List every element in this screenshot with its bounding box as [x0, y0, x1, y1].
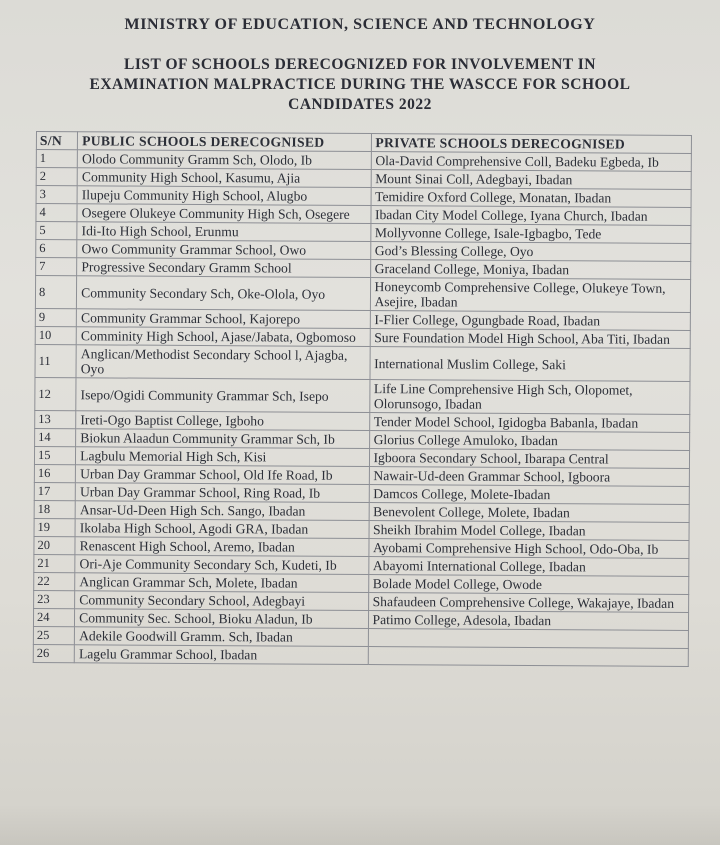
row-serial-number: 20 [34, 536, 75, 554]
row-serial-number: 5 [36, 222, 77, 240]
derecognized-schools-table [33, 131, 692, 667]
private-school-cell: Shafaudeen Comprehensive College, Wakajaye, Ibadan [368, 593, 689, 613]
table-row [35, 344, 690, 381]
private-school-cell: Life Line Comprehensive High Sch, Olopomet, Olorunsogo, Ibadan [369, 380, 690, 415]
row-serial-number: 24 [33, 608, 74, 626]
row-serial-number: 22 [34, 572, 75, 590]
private-school-cell: Ayobami Comprehensive High School, Odo-Oba, Ib [368, 539, 689, 559]
public-school-cell: Lagelu Grammar School, Ibadan [74, 645, 367, 665]
public-school-cell: Progressive Secondary Gramm School [77, 258, 370, 278]
row-serial-number: 16 [34, 464, 75, 482]
row-serial-number: 3 [36, 186, 77, 204]
private-school-cell: Igboora Secondary School, Ibarapa Central [369, 449, 690, 469]
column-header-private: PRIVATE SCHOOLS DERECOGNISED [371, 134, 692, 154]
ministry-heading: MINISTRY OF EDUCATION, SCIENCE AND TECHNOLOGY [124, 16, 596, 33]
document-title [40, 55, 680, 115]
private-school-cell: Patimo College, Adesola, Ibadan [368, 611, 689, 631]
row-serial-number: 14 [35, 428, 76, 446]
public-school-cell: Anglican/Methodist Secondary School l, Ajagba, Oyo [76, 345, 370, 380]
row-serial-number: 18 [34, 500, 75, 518]
table-row [35, 377, 690, 414]
public-school-cell: Owo Community Grammar School, Owo [77, 240, 370, 260]
row-serial-number: 6 [36, 240, 77, 258]
public-school-cell: Urban Day Grammar School, Old Ife Road, Ib [76, 465, 369, 485]
public-school-cell: Renascent High School, Aremo, Ibadan [75, 537, 368, 557]
public-school-cell: Community Secondary Sch, Oke-Olola, Oyo [77, 276, 371, 311]
private-school-cell: Bolade Model College, Owode [368, 575, 689, 595]
row-serial-number: 25 [33, 626, 74, 644]
title-line-2: EXAMINATION MALPRACTICE DURING THE WASCCE FOR SCHOOL [89, 76, 631, 93]
public-school-cell: Community Secondary School, Adegbayi [75, 591, 368, 611]
column-header-public: PUBLIC SCHOOLS DERECOGNISED [78, 132, 371, 152]
public-school-cell: Ilupeju Community High School, Alugbo [77, 186, 370, 206]
private-school-cell: Ibadan City Model College, Iyana Church, Ibadan [370, 206, 691, 226]
row-serial-number: 7 [36, 258, 77, 276]
private-school-cell [368, 629, 689, 649]
table-row [33, 644, 688, 666]
private-school-cell: Temidire Oxford College, Monatan, Ibadan [371, 188, 692, 208]
private-school-cell: Mollyvonne College, Isale-Igbagbo, Tede [370, 224, 691, 244]
row-serial-number: 12 [35, 377, 76, 410]
public-school-cell: Idi-Ito High School, Erunmu [77, 222, 370, 242]
page-shadow [0, 805, 720, 845]
private-school-cell: God’s Blessing College, Oyo [370, 242, 691, 262]
private-school-cell: Ola-David Comprehensive Coll, Badeku Egbeda, Ib [371, 152, 692, 172]
private-school-cell: Graceland College, Moniya, Ibadan [370, 260, 691, 280]
row-serial-number: 10 [35, 326, 76, 344]
public-school-cell: Anglican Grammar Sch, Molete, Ibadan [75, 573, 368, 593]
title-line-3: CANDIDATES 2022 [288, 96, 432, 113]
public-school-cell: Community High School, Kasumu, Ajia [77, 168, 370, 188]
public-school-cell: Lagbulu Memorial High Sch, Kisi [76, 447, 369, 467]
row-serial-number: 15 [34, 446, 75, 464]
row-serial-number: 8 [35, 276, 76, 309]
public-school-cell: Ikolaba High School, Agodi GRA, Ibadan [75, 519, 368, 539]
private-school-cell: Abayomi International College, Ibadan [368, 557, 689, 577]
table-body [33, 150, 691, 667]
public-school-cell: Ori-Aje Community Secondary Sch, Kudeti, Ib [75, 555, 368, 575]
private-school-cell: Damcos College, Molete-Ibadan [369, 485, 690, 505]
public-school-cell: Olodo Community Gramm Sch, Olodo, Ib [77, 150, 370, 170]
public-school-cell: Osegere Olukeye Community High Sch, Osegere [77, 204, 370, 224]
public-school-cell: Community Grammar School, Kajorepo [76, 309, 369, 329]
row-serial-number: 13 [35, 410, 76, 428]
row-serial-number: 2 [36, 168, 77, 186]
public-school-cell: Urban Day Grammar School, Ring Road, Ib [75, 483, 368, 503]
row-serial-number: 1 [36, 150, 77, 168]
private-school-cell: Sure Foundation Model High School, Aba Titi, Ibadan [370, 329, 691, 349]
row-serial-number: 9 [35, 308, 76, 326]
row-serial-number: 26 [33, 644, 74, 662]
private-school-cell: International Muslim College, Saki [370, 347, 691, 382]
public-school-cell: Community Sec. School, Bioku Aladun, Ib [75, 609, 368, 629]
row-serial-number: 19 [34, 518, 75, 536]
public-school-cell: Adekile Goodwill Gramm. Sch, Ibadan [75, 627, 368, 647]
public-school-cell: Ireti-Ogo Baptist College, Igboho [76, 411, 369, 431]
column-header-sn: S/N [36, 132, 77, 150]
row-serial-number: 11 [35, 344, 76, 377]
public-school-cell: Ansar-Ud-Deen High Sch. Sango, Ibadan [75, 501, 368, 521]
private-school-cell: Glorius College Amuloko, Ibadan [369, 431, 690, 451]
private-school-cell: Nawair-Ud-deen Grammar School, Igboora [369, 467, 690, 487]
private-school-cell: I-Flier College, Ogungbade Road, Ibadan [370, 311, 691, 331]
private-school-cell: Mount Sinai Coll, Adegbayi, Ibadan [371, 170, 692, 190]
row-serial-number: 21 [34, 554, 75, 572]
table-row [35, 276, 690, 313]
private-school-cell: Benevolent College, Molete, Ibadan [369, 503, 690, 523]
row-serial-number: 17 [34, 482, 75, 500]
title-line-1: LIST OF SCHOOLS DERECOGNIZED FOR INVOLVEMENT IN [124, 56, 596, 73]
private-school-cell [368, 647, 689, 667]
private-school-cell: Sheikh Ibrahim Model College, Ibadan [369, 521, 690, 541]
public-school-cell: Comminity High School, Ajase/Jabata, Ogbomoso [76, 327, 369, 347]
public-school-cell: Biokun Alaadun Community Grammar Sch, Ib [76, 429, 369, 449]
public-school-cell: Isepo/Ogidi Community Grammar Sch, Isepo [76, 378, 370, 413]
row-serial-number: 4 [36, 204, 77, 222]
private-school-cell: Tender Model School, Igidogba Babanla, Ibadan [369, 413, 690, 433]
private-school-cell: Honeycomb Comprehensive College, Olukeye Town, Asejire, Ibadan [370, 278, 691, 313]
row-serial-number: 23 [34, 590, 75, 608]
